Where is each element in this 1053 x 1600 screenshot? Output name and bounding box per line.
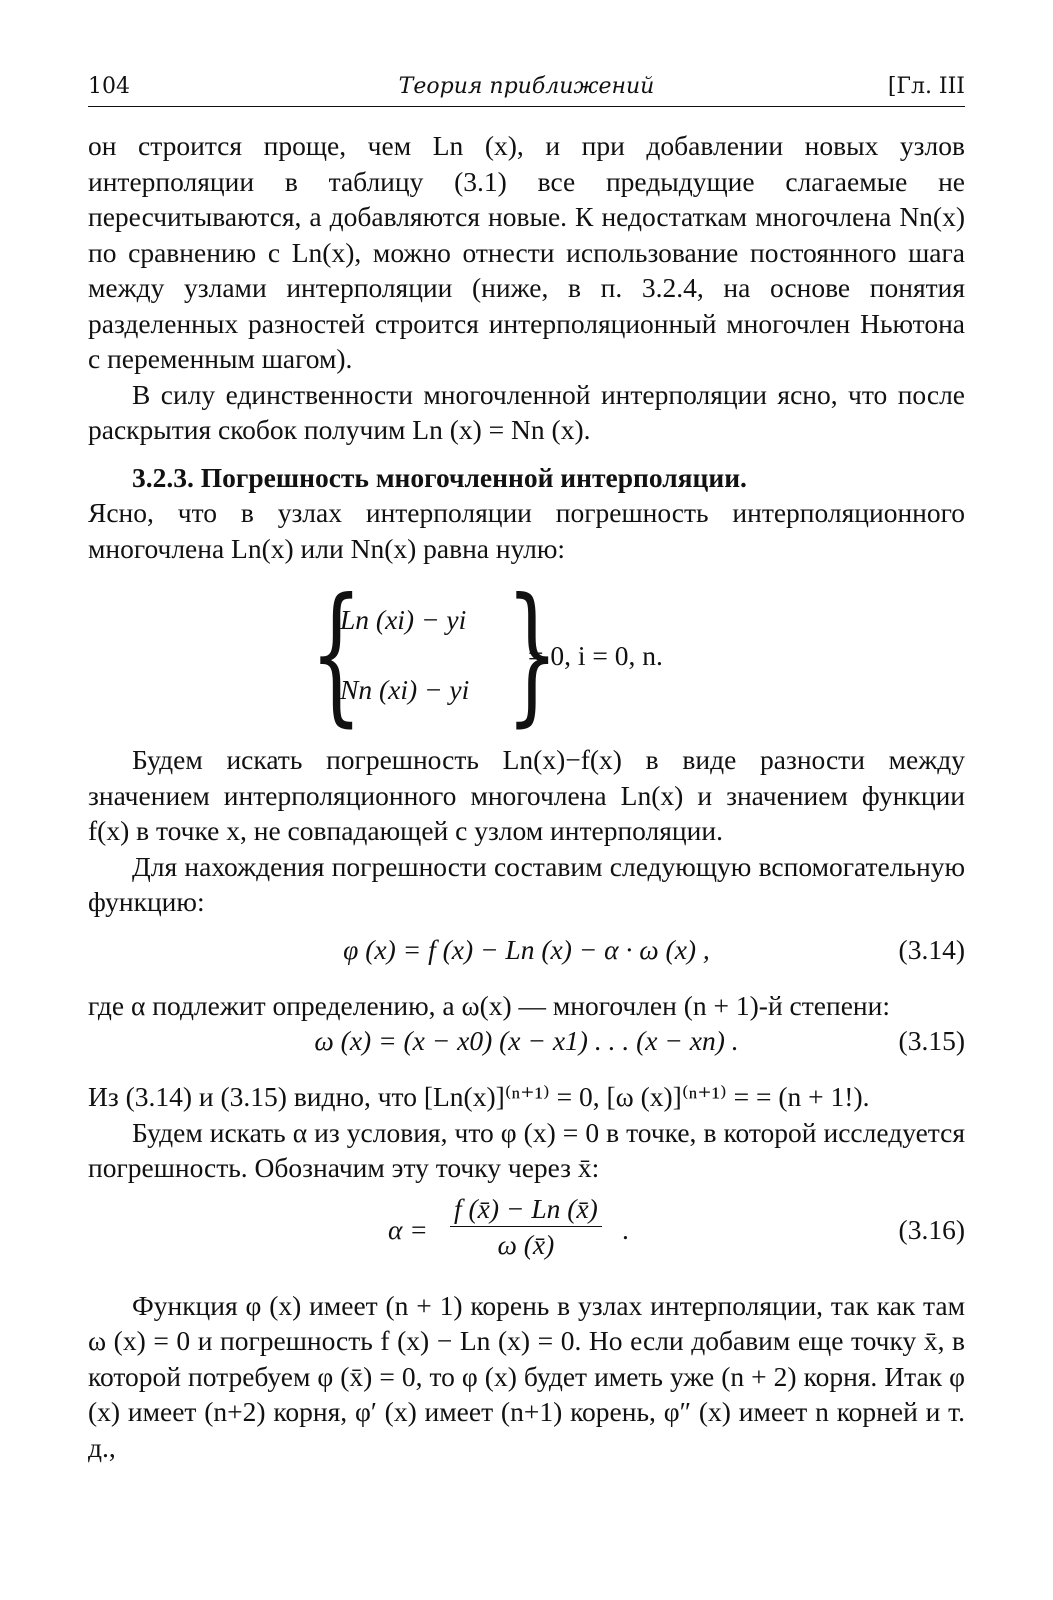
equation-3-16 [88,1192,965,1272]
paragraph-continuation: он строится проще, чем Ln (x), и при добавлении новых узлов интерполяции в таблицу (3.1) все предыдущие слагаемые не пересчитываются, а добавляются новые. К недостаткам многочлена Nn(x) по сравнению с Ln(x), можно отнести использование постоянного шага между узлами интерполяции (ниже, в п. 3.2.4, на основе понятия разделенных разностей строится интерполяционный многочлен Ньютона с переменным шагом). [88,130,965,374]
equation-system [88,567,965,741]
paragraph-alpha-search: Будем искать α из условия, что φ (x) = 0 в точке, в которой исследуется погрешность. Обозначим эту точку через x̄: [88,1116,965,1183]
running-title: Теория приближений [398,74,655,99]
paragraph-auxiliary: Для нахождения погрешности составим следующую вспомогательную функцию: [88,850,965,917]
page-number: 104 [88,74,130,99]
page-body [88,128,965,1465]
system-rhs: = 0, i = 0, n. [528,640,663,671]
equation-3-14 [88,932,965,976]
paragraph-derivatives: Из (3.14) и (3.15) видно, что [Ln(x)]⁽ⁿ⁺¹⁾ = 0, [ω (x)]⁽ⁿ⁺¹⁾ = = (n + 1!). [88,1081,870,1112]
paragraph-uniqueness: В силу единственности многочленной интерполяции ясно, что после раскрытия скобок получим Ln (x) = Nn (x). [88,378,965,445]
equation-period: . [622,1213,629,1245]
section-title: 3.2.3. Погрешность многочленной интерполяции. [132,461,747,493]
equation-3-16-number: (3.16) [898,1213,965,1245]
system-row-newton: Nn (xi) − yi [340,674,470,705]
equation-3-15 [88,1023,965,1067]
equation-3-14-number: (3.14) [898,933,965,965]
equation-3-16-lhs: α = [388,1213,428,1245]
fraction-denominator: ω (x̄) [497,1228,555,1260]
fraction-numerator: f (x̄) − Ln (x̄) [450,1192,602,1227]
equation-3-14-expr: φ (x) = f (x) − Ln (x) − α · ω (x) , [343,933,710,965]
chapter-label: [Гл. III [887,74,965,99]
system-row-lagrange: Ln (xi) − yi [340,604,467,635]
paragraph-roots: Функция φ (x) имеет (n + 1) корень в узлах интерполяции, так как там ω (x) = 0 и погрешность f (x) − Ln (x) = 0. Но если добавим еще точку x̄, в которой потребуем φ (x̄) = 0, то φ (x) будет иметь уже (n + 2) корня. Итак φ (x) имеет (n+2) корня, φ′ (x) имеет (n+1) корень, φ″ (x) имеет n корней и т. д., [88,1289,965,1463]
equation-3-15-number: (3.15) [898,1025,965,1056]
paragraph-alpha-def: где α подлежит определению, а ω(x) — многочлен (n + 1)-й степени: [88,989,890,1021]
page-header [88,74,965,107]
paragraph-error-zero: Ясно, что в узлах интерполяции погрешность интерполяционного многочлена Ln(x) или Nn(x) равна нулю: [88,497,965,564]
paragraph-error-search: Будем искать погрешность Ln(x)−f(x) в виде разности между значением интерполяционного многочлена Ln(x) и значением функции f(x) в точке x, не совпадающей с узлом интерполяции. [88,744,965,846]
right-brace: } [506,567,559,741]
section-heading [88,460,965,496]
equation-3-15-expr: ω (x) = (x − x0) (x − x1) . . . (x − xn) . [314,1025,739,1056]
left-brace: { [310,567,363,741]
fraction [450,1192,602,1263]
